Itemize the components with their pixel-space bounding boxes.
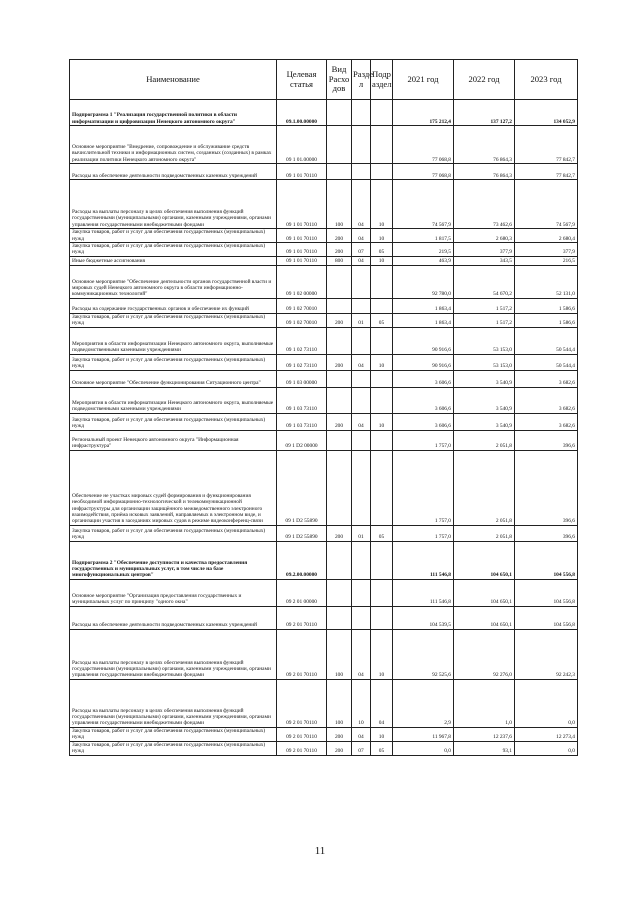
row-amount-2021: 90 916,6 <box>393 327 454 354</box>
table-row <box>70 313 578 327</box>
row-subsection: 10 <box>371 354 393 370</box>
header-section: Разде л <box>352 60 371 100</box>
row-expense-type: 200 <box>327 525 352 541</box>
row-name: Расходы на содержание государственных органов и обеспечение их функций <box>70 298 277 313</box>
row-target-article: 09 1 03 00000 <box>277 370 327 387</box>
row-expense-type: 200 <box>327 354 352 370</box>
row-name: Закупка товаров, работ и услуг для обеспечения государственных (муниципальных) нужд <box>70 313 277 327</box>
table-row <box>70 327 578 354</box>
row-target-article: 09 2 01 70110 <box>277 741 327 755</box>
row-name: Мероприятия в области информатизации Ненецкого автономного округа, выполняемые подведомственными казенными учреждениями <box>70 387 277 413</box>
table-row <box>70 430 578 450</box>
header-target-article: Целевая статья <box>277 60 327 100</box>
table-row <box>70 629 578 679</box>
table-row <box>70 298 578 313</box>
row-subsection: 05 <box>371 741 393 755</box>
row-section: 10 <box>352 679 371 727</box>
row-section <box>352 164 371 180</box>
row-amount-2023: 1 586,6 <box>515 313 578 327</box>
row-subsection <box>371 100 393 126</box>
table-row <box>70 243 578 257</box>
row-section <box>352 370 371 387</box>
row-expense-type: 100 <box>327 180 352 229</box>
row-expense-type <box>327 327 352 354</box>
row-amount-2021: 111 546,8 <box>393 579 454 606</box>
table-row <box>70 229 578 243</box>
row-section: 07 <box>352 741 371 755</box>
table-row <box>70 126 578 164</box>
row-section <box>352 298 371 313</box>
row-amount-2021: 92 525,6 <box>393 629 454 679</box>
row-name: Основное мероприятие "Организация предоставления государственных и муниципальных услуг по принципу "одного окна" <box>70 579 277 606</box>
row-amount-2022: 104 650,1 <box>454 606 515 629</box>
header-year-2022: 2022 год <box>454 60 515 100</box>
table-row <box>70 606 578 629</box>
header-year-2021: 2021 год <box>393 60 454 100</box>
row-section: 04 <box>352 727 371 741</box>
row-section: 04 <box>352 180 371 229</box>
row-amount-2022: 137 127,2 <box>454 100 515 126</box>
table-row <box>70 679 578 727</box>
row-section <box>352 327 371 354</box>
row-name: Закупка товаров, работ и услуг для обеспечения государственных (муниципальных) нужд <box>70 354 277 370</box>
row-name: Иные бюджетные ассигнования <box>70 256 277 265</box>
table-row <box>70 579 578 606</box>
row-amount-2023: 74 567,9 <box>515 180 578 229</box>
row-amount-2022: 12 237,6 <box>454 727 515 741</box>
row-amount-2023: 77 842,7 <box>515 164 578 180</box>
row-amount-2023: 77 842,7 <box>515 126 578 164</box>
row-name: Основное мероприятие "Обеспечение деятельности органов государственной власти и мировых судей Ненецкого автономного округа в области информационно-коммуникационных технологий" <box>70 265 277 298</box>
row-amount-2021: 92 780,0 <box>393 265 454 298</box>
row-amount-2021: 463,9 <box>393 256 454 265</box>
row-section: 04 <box>352 354 371 370</box>
row-target-article: 09 2 01 70110 <box>277 679 327 727</box>
row-subsection: 05 <box>371 243 393 257</box>
row-expense-type <box>327 579 352 606</box>
row-amount-2022: 2 051,8 <box>454 525 515 541</box>
row-subsection <box>371 370 393 387</box>
row-section: 01 <box>352 525 371 541</box>
row-target-article: 09 1 03 73110 <box>277 387 327 413</box>
row-amount-2023: 3 682,6 <box>515 370 578 387</box>
row-section <box>352 387 371 413</box>
row-section <box>352 606 371 629</box>
row-amount-2022: 2 051,8 <box>454 450 515 525</box>
row-amount-2021: 77 068,8 <box>393 164 454 180</box>
row-amount-2023: 216,5 <box>515 256 578 265</box>
row-target-article: 09 1 03 73110 <box>277 413 327 430</box>
row-expense-type: 100 <box>327 679 352 727</box>
row-amount-2022: 53 153,0 <box>454 327 515 354</box>
row-amount-2023: 3 682,6 <box>515 387 578 413</box>
row-amount-2023: 396,6 <box>515 525 578 541</box>
row-amount-2022: 2 680,3 <box>454 229 515 243</box>
row-subsection <box>371 164 393 180</box>
table-body <box>70 100 578 756</box>
row-amount-2021: 74 567,9 <box>393 180 454 229</box>
row-amount-2022: 3 540,9 <box>454 387 515 413</box>
table-row <box>70 164 578 180</box>
row-subsection <box>371 450 393 525</box>
row-amount-2022: 76 864,3 <box>454 126 515 164</box>
row-subsection: 10 <box>371 229 393 243</box>
row-section <box>352 100 371 126</box>
table-row <box>70 741 578 755</box>
row-amount-2021: 90 916,6 <box>393 354 454 370</box>
row-subsection <box>371 430 393 450</box>
table-row <box>70 370 578 387</box>
row-amount-2022: 53 153,0 <box>454 354 515 370</box>
row-target-article: 09 1 02 00000 <box>277 265 327 298</box>
table-row <box>70 387 578 413</box>
header-subsection: Подр аздел <box>371 60 393 100</box>
row-expense-type <box>327 450 352 525</box>
row-expense-type: 200 <box>327 229 352 243</box>
row-target-article: 09 1 01 70110 <box>277 256 327 265</box>
table-row <box>70 265 578 298</box>
row-name: Обеспечение не участках мировых судей формирования и функционирования необходимой информационно-технологической и телекоммуникационной инфраструктуры для организации защищённого межведомственного электронного взаимодействия, приёма исковых заявлений, направляемых в электронном виде, и организации участия в заседаниях мировых судов в режиме видеоконференц-связи <box>70 450 277 525</box>
row-subsection <box>371 541 393 579</box>
row-subsection <box>371 327 393 354</box>
row-amount-2021: 77 068,8 <box>393 126 454 164</box>
row-subsection <box>371 579 393 606</box>
row-expense-type <box>327 265 352 298</box>
row-expense-type: 100 <box>327 629 352 679</box>
row-amount-2022: 54 670,2 <box>454 265 515 298</box>
row-target-article: 09 1 D2 55890 <box>277 450 327 525</box>
row-name: Закупка товаров, работ и услуг для обеспечения государственных (муниципальных) нужд <box>70 741 277 755</box>
row-expense-type <box>327 126 352 164</box>
row-amount-2021: 104 539,5 <box>393 606 454 629</box>
row-name: Основное мероприятие "Внедрение, сопровождение и обслуживание средств вычислительной техники и информационных систем, созданных (созданных) в рамках реализации политики Ненецкого автономного округа" <box>70 126 277 164</box>
row-amount-2023: 52 131,0 <box>515 265 578 298</box>
row-section: 01 <box>352 313 371 327</box>
row-target-article: 09 1 D2 55890 <box>277 525 327 541</box>
row-amount-2023: 104 556,8 <box>515 541 578 579</box>
row-subsection <box>371 606 393 629</box>
page-number: 11 <box>314 845 326 857</box>
row-subsection: 10 <box>371 629 393 679</box>
row-section: 04 <box>352 229 371 243</box>
row-amount-2023: 2 680,4 <box>515 229 578 243</box>
table-row <box>70 354 578 370</box>
row-expense-type: 800 <box>327 256 352 265</box>
row-target-article: 09 1 01 70110 <box>277 243 327 257</box>
row-amount-2023: 0,0 <box>515 679 578 727</box>
table-row <box>70 256 578 265</box>
row-subsection <box>371 265 393 298</box>
row-target-article: 09.1.00.00000 <box>277 100 327 126</box>
row-name: Закупка товаров, работ и услуг для обеспечения государственных (муниципальных) нужд <box>70 413 277 430</box>
row-expense-type <box>327 100 352 126</box>
budget-table <box>69 59 578 756</box>
row-target-article: 09 1 02 73110 <box>277 354 327 370</box>
table-row <box>70 180 578 229</box>
row-name: Подпрограмма 2 "Обеспечение доступности и качества предоставления государственных и муниципальных услуг, в том числе на базе многофункциональных центров" <box>70 541 277 579</box>
row-target-article: 09.2.00.00000 <box>277 541 327 579</box>
row-amount-2022: 1,0 <box>454 679 515 727</box>
table-row <box>70 541 578 579</box>
row-name: Закупка товаров, работ и услуг для обеспечения государственных (муниципальных) нужд <box>70 243 277 257</box>
row-target-article: 09 1 01 70110 <box>277 164 327 180</box>
row-amount-2022: 3 540,9 <box>454 413 515 430</box>
row-name: Мероприятия в области информатизации Ненецкого автономного округа, выполняемые подведомственными казенными учреждениями <box>70 327 277 354</box>
row-amount-2023: 134 052,9 <box>515 100 578 126</box>
row-amount-2023: 104 556,8 <box>515 606 578 629</box>
row-section <box>352 450 371 525</box>
table-row <box>70 450 578 525</box>
row-amount-2021: 0,0 <box>393 741 454 755</box>
row-name: Региональный проект Ненецкого автономного округа "Информационная инфраструктура" <box>70 430 277 450</box>
row-amount-2022: 93,1 <box>454 741 515 755</box>
row-amount-2022: 1 517,2 <box>454 313 515 327</box>
row-amount-2023: 92 242,3 <box>515 629 578 679</box>
row-section: 04 <box>352 629 371 679</box>
row-amount-2023: 0,0 <box>515 741 578 755</box>
row-name: Расходы на выплаты персоналу в целях обеспечения выполнения функций государственными (муниципальными) органами, казенными учреждениями, органами управления государственными внебюджетными фондами <box>70 629 277 679</box>
header-name: Наименование <box>70 60 277 100</box>
row-name: Закупка товаров, работ и услуг для обеспечения государственных (муниципальных) нужд <box>70 727 277 741</box>
row-section <box>352 579 371 606</box>
table-row <box>70 413 578 430</box>
row-amount-2021: 1 863,4 <box>393 298 454 313</box>
row-amount-2023: 396,6 <box>515 450 578 525</box>
row-expense-type: 200 <box>327 727 352 741</box>
row-amount-2021: 111 546,8 <box>393 541 454 579</box>
row-amount-2021: 1 817,5 <box>393 229 454 243</box>
row-name: Расходы на обеспечение деятельности подведомственных казенных учреждений <box>70 164 277 180</box>
row-amount-2023: 3 682,6 <box>515 413 578 430</box>
row-name: Подпрограмма 1 "Реализация государственной политики в области информатизации и цифровизации Ненецкого автономного округа" <box>70 100 277 126</box>
row-section <box>352 430 371 450</box>
row-subsection: 10 <box>371 727 393 741</box>
row-expense-type: 200 <box>327 741 352 755</box>
row-amount-2023: 50 544,4 <box>515 354 578 370</box>
row-expense-type <box>327 164 352 180</box>
table-row <box>70 100 578 126</box>
row-amount-2022: 92 276,0 <box>454 629 515 679</box>
row-name: Расходы на обеспечение деятельности подведомственных казенных учреждений <box>70 606 277 629</box>
row-amount-2021: 3 606,6 <box>393 413 454 430</box>
row-subsection: 05 <box>371 525 393 541</box>
row-expense-type <box>327 430 352 450</box>
row-amount-2021: 2,9 <box>393 679 454 727</box>
row-amount-2023: 12 273,4 <box>515 727 578 741</box>
row-target-article: 09 2 01 70110 <box>277 629 327 679</box>
row-name: Расходы на выплаты персоналу в целях обеспечения выполнения функций государственными (муниципальными) органами, казенными учреждениями, органами управления государственными внебюджетными фондами <box>70 679 277 727</box>
table-row <box>70 727 578 741</box>
row-expense-type: 200 <box>327 243 352 257</box>
row-amount-2021: 1 863,4 <box>393 313 454 327</box>
row-amount-2023: 377,9 <box>515 243 578 257</box>
row-subsection: 10 <box>371 256 393 265</box>
row-target-article: 09 1 02 70010 <box>277 313 327 327</box>
row-expense-type: 200 <box>327 313 352 327</box>
row-amount-2023: 50 544,4 <box>515 327 578 354</box>
row-name: Закупка товаров, работ и услуг для обеспечения государственных (муниципальных) нужд <box>70 229 277 243</box>
row-section: 04 <box>352 256 371 265</box>
row-target-article: 09 1 02 70010 <box>277 298 327 313</box>
row-target-article: 09 2 01 70110 <box>277 606 327 629</box>
row-expense-type <box>327 298 352 313</box>
row-amount-2021: 3 606,6 <box>393 387 454 413</box>
row-amount-2022: 104 650,1 <box>454 541 515 579</box>
row-subsection <box>371 126 393 164</box>
row-target-article: 09 1 01 70110 <box>277 229 327 243</box>
row-target-article: 09 2 01 70110 <box>277 727 327 741</box>
row-amount-2021: 1 757,0 <box>393 450 454 525</box>
row-amount-2022: 1 517,2 <box>454 298 515 313</box>
row-amount-2021: 1 757,0 <box>393 525 454 541</box>
row-amount-2021: 11 967,8 <box>393 727 454 741</box>
row-name: Закупка товаров, работ и услуг для обеспечения государственных (муниципальных) нужд <box>70 525 277 541</box>
row-name: Расходы на выплаты персоналу в целях обеспечения выполнения функций государственными (муниципальными) органами, казенными учреждениями, органами управления государственными внебюджетными фондами <box>70 180 277 229</box>
row-subsection <box>371 298 393 313</box>
row-expense-type <box>327 606 352 629</box>
row-expense-type: 200 <box>327 413 352 430</box>
row-section: 04 <box>352 413 371 430</box>
header-expense-type: Вид Расхо дов <box>327 60 352 100</box>
row-amount-2021: 1 757,0 <box>393 430 454 450</box>
row-amount-2022: 377,9 <box>454 243 515 257</box>
row-subsection: 04 <box>371 679 393 727</box>
header-year-2023: 2023 год <box>515 60 578 100</box>
row-subsection <box>371 387 393 413</box>
row-section: 07 <box>352 243 371 257</box>
row-subsection: 10 <box>371 413 393 430</box>
row-amount-2023: 104 556,8 <box>515 579 578 606</box>
row-name: Основное мероприятие "Обеспечение функционирования Ситуационного центра" <box>70 370 277 387</box>
row-subsection: 10 <box>371 180 393 229</box>
row-amount-2021: 175 212,4 <box>393 100 454 126</box>
row-amount-2023: 1 586,6 <box>515 298 578 313</box>
row-amount-2021: 219,5 <box>393 243 454 257</box>
row-amount-2022: 73 462,6 <box>454 180 515 229</box>
row-amount-2022: 2 051,8 <box>454 430 515 450</box>
row-subsection: 05 <box>371 313 393 327</box>
row-target-article: 09 1 01 70110 <box>277 180 327 229</box>
row-target-article: 09 1 01.00000 <box>277 126 327 164</box>
row-section <box>352 265 371 298</box>
row-amount-2021: 3 606,6 <box>393 370 454 387</box>
row-amount-2022: 343,5 <box>454 256 515 265</box>
row-amount-2023: 396,6 <box>515 430 578 450</box>
row-target-article: 09 1 D2 00000 <box>277 430 327 450</box>
table-row <box>70 525 578 541</box>
row-expense-type <box>327 370 352 387</box>
row-section <box>352 541 371 579</box>
row-target-article: 09 2 01 00000 <box>277 579 327 606</box>
row-section <box>352 126 371 164</box>
row-expense-type <box>327 541 352 579</box>
row-expense-type <box>327 387 352 413</box>
row-amount-2022: 3 540,9 <box>454 370 515 387</box>
row-amount-2022: 76 864,3 <box>454 164 515 180</box>
table-header-row <box>70 60 578 100</box>
row-amount-2022: 104 650,1 <box>454 579 515 606</box>
row-target-article: 09 1 02 73110 <box>277 327 327 354</box>
